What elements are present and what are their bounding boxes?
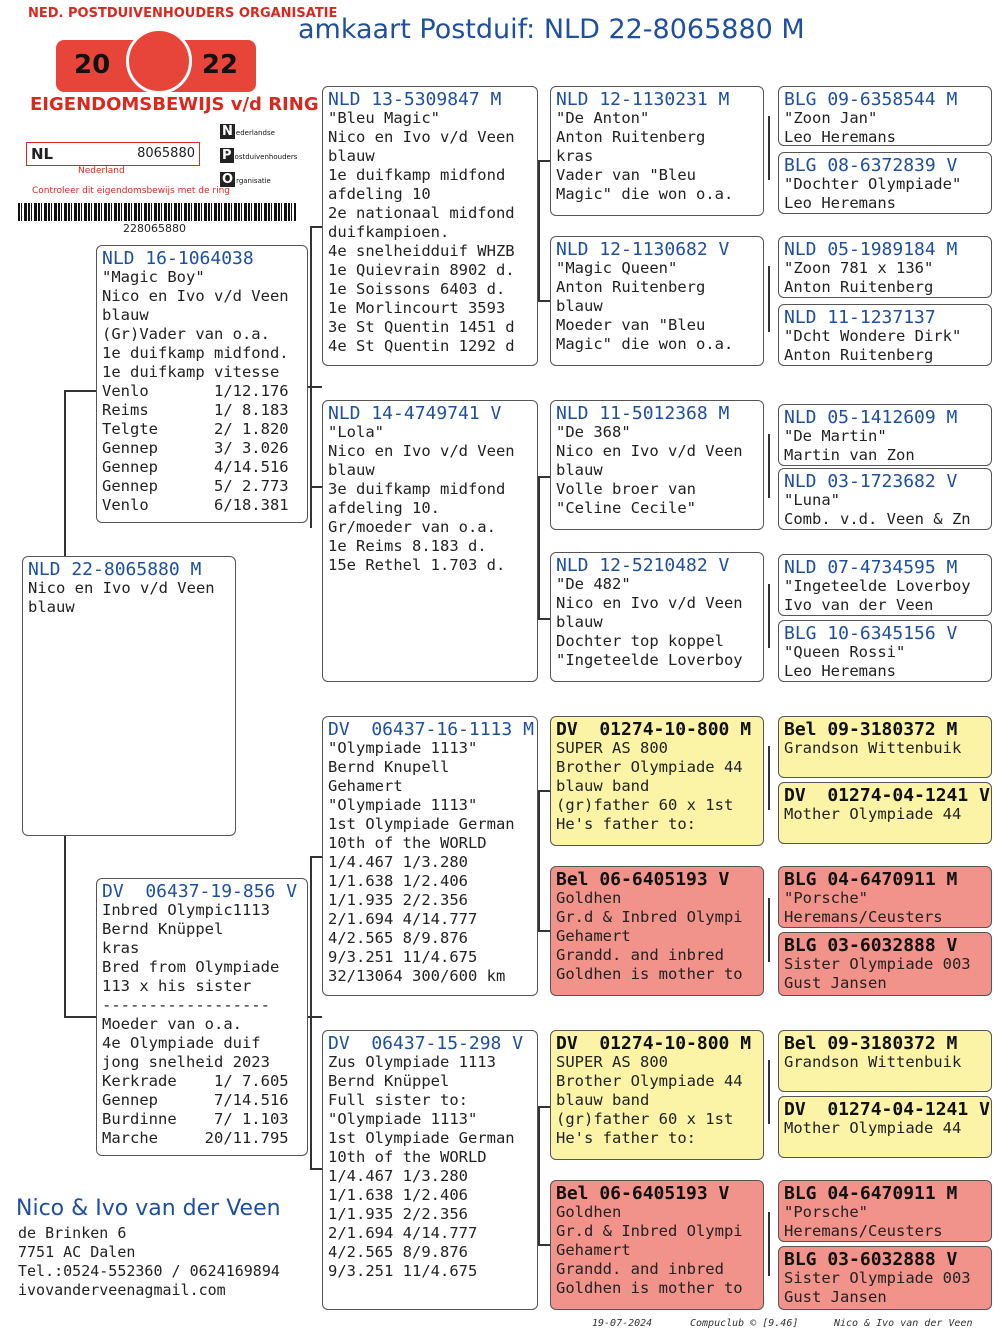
- pedigree-box-fm: NLD 14-4749741 V "Lola" Nico en Ivo v/d Veen blauw 3e duifkamp midfond afdeling 10. Gr/moeder van o.a. 1e Reims 8.183 d. 15e Rethel 1.703 d.: [322, 400, 538, 682]
- ring-number: DV 06437-16-1113 M: [328, 719, 534, 740]
- pedigree-box-fff: NLD 12-1130231 M "De Anton" Anton Ruitenberg kras Vader van "Bleu Magic" die won o.a.: [550, 86, 764, 216]
- ring-number: NLD 12-1130231 M: [556, 89, 730, 110]
- pedigree-box-g3: NLD 05-1989184 M "Zoon 781 x 136" Anton Ruitenberg: [778, 236, 992, 298]
- owner-email: ivovanderveenagmail.com: [18, 1281, 226, 1299]
- card-org: NED. POSTDUIVENHOUDERS ORGANISATIE: [28, 6, 338, 21]
- pedigree-box-g16: BLG 03-6032888 V Sister Olympiade 003 Gust Jansen: [778, 1246, 992, 1310]
- pedigree-box-mfm: Bel 06-6405193 V Goldhen Gr.d & Inbred Olympi Gehamert Grandd. and inbred Goldhen is mother to: [550, 866, 764, 996]
- card-year-right: 22: [201, 50, 238, 80]
- owner-phone: Tel.:0524-552360 / 0624169894: [18, 1262, 280, 1280]
- ring-number: DV 06437-15-298 V: [328, 1033, 524, 1054]
- pedigree-box-g8: BLG 10-6345156 V "Queen Rossi" Leo Heremans: [778, 620, 992, 682]
- pedigree-box-mm: DV 06437-15-298 V Zus Olympiade 1113 Bernd Knüppel Full sister to: "Olympiade 1113" 1st Olympiade German 10th of the WORLD 1/4.467 1/3.280 1/1.638 1/2.406 1/1.935 2/2.356 2/1.694 4/14.777 4/2.565 8/9.876 9/3.251 11/4.675: [322, 1030, 538, 1310]
- pedigree-box-fmf: NLD 11-5012368 M "De 368" Nico en Ivo v/d Veen blauw Volle broer van "Celine Cecile": [550, 400, 764, 530]
- pedigree-box-g11: BLG 04-6470911 M "Porsche" Heremans/Ceusters: [778, 866, 992, 928]
- ring-number: NLD 13-5309847 M: [328, 89, 502, 110]
- ring-number: NLD 12-5210482 V: [556, 555, 730, 576]
- pedigree-box-g7: NLD 07-4734595 M "Ingeteelde Loverboy Ivo van der Veen: [778, 554, 992, 616]
- lion-icon: [126, 28, 192, 94]
- ring-number: NLD 11-5012368 M: [556, 403, 730, 424]
- card-ring-field: [26, 142, 200, 166]
- pedigree-box-g10: DV 01274-04-1241 V Mother Olympiade 44: [778, 782, 992, 844]
- pedigree-box-fmm: NLD 12-5210482 V "De 482" Nico en Ivo v/d Veen blauw Dochter top koppel "Ingeteelde Loverboy: [550, 552, 764, 682]
- card-side-3: O rganisatie: [222, 172, 271, 187]
- ring-number: NLD 12-1130682 V: [556, 239, 730, 260]
- barcode: [18, 203, 296, 221]
- card-year-left: 20: [74, 50, 111, 80]
- card-side-1: N ederlandse: [222, 124, 275, 139]
- ring-number: NLD 16-1064038: [102, 248, 254, 269]
- owner-postcode: 7751 AC Dalen: [18, 1243, 136, 1261]
- pedigree-box-mmm: Bel 06-6405193 V Goldhen Gr.d & Inbred Olympi Gehamert Grandd. and inbred Goldhen is mother to: [550, 1180, 764, 1310]
- card-ownership: EIGENDOMSBEWIJS v/d RING: [30, 94, 319, 115]
- ring-number: DV 01274-10-800 M: [556, 1033, 752, 1054]
- ring-number: NLD 14-4749741 V: [328, 403, 502, 424]
- pedigree-box-mff: DV 01274-10-800 M SUPER AS 800 Brother Olympiade 44 blauw band (gr)father 60 x 1st He's father to:: [550, 716, 764, 846]
- owner-name: Nico & Ivo van der Veen: [16, 1196, 281, 1221]
- pedigree-box-g1: BLG 09-6358544 M "Zoon Jan" Leo Heremans: [778, 86, 992, 146]
- page-title: amkaart Postduif: NLD 22-8065880 M: [298, 14, 805, 45]
- card-logo: [56, 40, 256, 92]
- card-control: Controleer dit eigendomsbewijs met de ring: [32, 186, 231, 196]
- pedigree-box-g4: NLD 11-1237137 "Dcht Wondere Dirk" Anton Ruitenberg: [778, 304, 992, 366]
- pedigree-box-g2: BLG 08-6372839 V "Dochter Olympiade" Leo Heremans: [778, 152, 992, 214]
- card-code: 228065880: [123, 222, 186, 235]
- pedigree-box-g13: Bel 09-3180372 M Grandson Wittenbuik: [778, 1030, 992, 1092]
- pedigree-box-ff: NLD 13-5309847 M "Bleu Magic" Nico en Ivo v/d Veen blauw 1e duifkamp midfond afdeling 10 2e nationaal midfond duifkampioen. 4e snelheidduif WHZB 1e Quievrain 8902 d. 1e Soissons 6403 d. 1e Morlincourt 3593 3e St Quentin 1451 d 4e St Quentin 1292 d: [322, 86, 538, 366]
- card-country: NL: [31, 145, 54, 163]
- pedigree-box-g14: DV 01274-04-1241 V Mother Olympiade 44: [778, 1096, 992, 1158]
- pedigree-box-g12: BLG 03-6032888 V Sister Olympiade 003 Gust Jansen: [778, 932, 992, 996]
- ring-number: Bel 06-6405193 V: [556, 869, 730, 890]
- pedigree-box-g5: NLD 05-1412609 M "De Martin" Martin van Zon: [778, 404, 992, 466]
- footer-software: Compuclub © [9.46]: [690, 1318, 799, 1329]
- pedigree-box-mother: DV 06437-19-856 V Inbred Olympic1113 Bernd Knüppel kras Bred from Olympiade 113 x his sister ------------------ Moeder van o.a. 4e Olympiade duif jong snelheid 2023 Kerkrade 1/ 7.605 Gennep 7/14.516 Burdinne 7/ 1.103 Marche 20/11.795: [96, 878, 308, 1156]
- footer-owner: Nico & Ivo van der Veen: [834, 1318, 973, 1329]
- pedigree-box-g15: BLG 04-6470911 M "Porsche" Heremans/Ceusters: [778, 1180, 992, 1242]
- pedigree-box-mmf: DV 01274-10-800 M SUPER AS 800 Brother Olympiade 44 blauw band (gr)father 60 x 1st He's father to:: [550, 1030, 764, 1160]
- ring-number: DV 06437-19-856 V: [102, 881, 298, 902]
- pedigree-box-ffm: NLD 12-1130682 V "Magic Queen" Anton Ruitenberg blauw Moeder van "Bleu Magic" die won o.a.: [550, 236, 764, 366]
- pedigree-box-g9: Bel 09-3180372 M Grandson Wittenbuik: [778, 716, 992, 778]
- ownership-card: [8, 0, 338, 235]
- card-side-2: P ostduivenhouders: [222, 148, 298, 163]
- ring-number: DV 01274-10-800 M: [556, 719, 752, 740]
- pedigree-box-father: NLD 16-1064038 "Magic Boy" Nico en Ivo v/d Veen blauw (Gr)Vader van o.a. 1e duifkamp midfond. 1e duifkamp vitesse Venlo 1/12.176 Reims 1/ 8.183 Telgte 2/ 1.820 Gennep 3/ 3.026 Gennep 4/14.516 Gennep 5/ 2.773 Venlo 6/18.381: [96, 245, 308, 523]
- pedigree-box-subject: NLD 22-8065880 M Nico en Ivo v/d Veen blauw: [22, 556, 236, 836]
- ring-number: Bel 06-6405193 V: [556, 1183, 730, 1204]
- card-number: 8065880: [137, 146, 195, 161]
- card-land: Nederland: [78, 166, 125, 176]
- ring-number: NLD 22-8065880 M: [28, 559, 202, 580]
- footer-date: 19-07-2024: [592, 1318, 653, 1329]
- owner-address: de Brinken 6: [18, 1224, 127, 1242]
- pedigree-box-g6: NLD 03-1723682 V "Luna" Comb. v.d. Veen & Zn: [778, 468, 992, 530]
- pedigree-box-mf: DV 06437-16-1113 M "Olympiade 1113" Bernd Knupell Gehamert "Olympiade 1113" 1st Olympiade German 10th of the WORLD 1/4.467 1/3.280 1/1.638 1/2.406 1/1.935 2/2.356 2/1.694 4/14.777 4/2.565 8/9.876 9/3.251 11/4.675 32/13064 300/600 km: [322, 716, 538, 996]
